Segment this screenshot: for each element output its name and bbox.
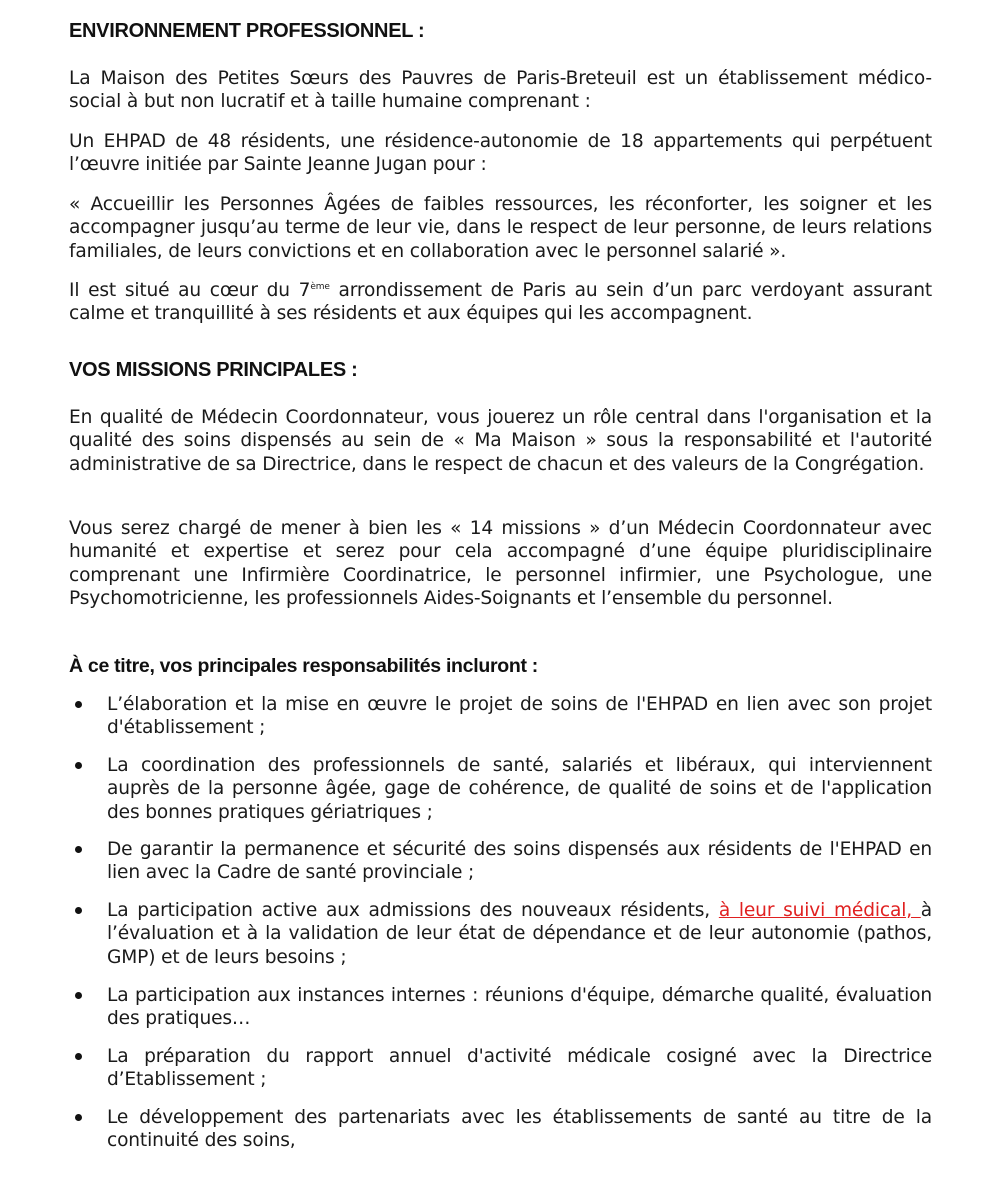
bullet-icon [75,1053,82,1060]
paragraph-team: Vous serez chargé de mener à bien les « 14 missions » d’un Médecin Coordonnateur avec humanité et expertise et serez pour cela accompagné d’une équipe pluridisciplinaire comprenant une Infirmière Coordinatrice, le personnel infirmier, une Psychologue, une Psychomotricienne, les professionnels Aides-Soignants et l’ensemble du personnel. [69,518,932,609]
list-item-text [107,899,932,969]
responsibilities-subheading: À ce titre, vos principales responsabilités incluront : [69,655,538,677]
ordinal-superscript: ème [310,282,330,292]
bullet-icon [75,907,82,914]
paragraph-role: En qualité de Médecin Coordonnateur, vous jouerez un rôle central dans l'organisation et la qualité des soins dispensés au sein de « Ma Maison » sous la responsabilité et l'autorité administrative de sa Directrice, dans le respect de chacun et des valeurs de la Congrégation. [69,407,932,475]
section-heading-environnement: ENVIRONNEMENT PROFESSIONNEL : [69,20,425,42]
paragraph-intro: La Maison des Petites Sœurs des Pauvres de Paris-Breteuil est un établissement médico-social à but non lucratif et à taille humaine comprenant : [69,68,932,113]
admission-text-start: La participation active aux admissions des nouveaux résidents, [107,900,719,921]
location-text-start: Il est situé au cœur du 7 [69,280,311,301]
list-item-text: L’élaboration et la mise en œuvre le projet de soins de l'EHPAD en lien avec son projet d'établissement ; [107,694,932,739]
admission-text-end: à l’évaluation et à la validation de leur état de dépendance et de leur autonomie (pathos, GMP) et de leurs besoins ; [107,900,933,968]
bullet-icon [75,846,82,853]
bullet-icon [75,762,82,769]
paragraph-location [69,279,932,326]
list-item-text: De garantir la permanence et sécurité des soins dispensés aux résidents de l'EHPAD en lien avec la Cadre de santé provinciale ; [107,839,932,884]
list-item-text: La coordination des professionnels de santé, salariés et libéraux, qui interviennent auprès de la personne âgée, gage de cohérence, de qualité de soins et de l'application des bonnes pratiques gériatriques ; [107,755,932,823]
section-heading-missions: VOS MISSIONS PRINCIPALES : [69,359,358,381]
list-item-text: Le développement des partenariats avec les établissements de santé au titre de la continuité des soins, [107,1107,932,1152]
bullet-icon [75,992,82,999]
medical-follow-up-link[interactable]: à leur suivi médical, [718,900,921,921]
location-text-end: arrondissement de Paris au sein d’un parc verdoyant assurant calme et tranquillité à ses résidents et aux équipes qui les accompagnent. [69,280,932,325]
paragraph-mission-quote: « Accueillir les Personnes Âgées de faibles ressources, les réconforter, les soigner et les accompagner jusqu’au terme de leur vie, dans le respect de leur personne, de leurs relations familiales, de leurs convictions et en collaboration avec le personnel salarié ». [69,194,932,262]
bullet-icon [75,701,82,708]
paragraph-ehpad: Un EHPAD de 48 résidents, une résidence-autonomie de 18 appartements qui perpétuent l’œuvre initiée par Sainte Jeanne Jugan pour : [69,131,932,176]
bullet-icon [75,1114,82,1121]
list-item-text: La participation aux instances internes : réunions d'équipe, démarche qualité, évaluation des pratiques… [107,985,932,1030]
list-item-text: La préparation du rapport annuel d'activité médicale cosigné avec la Directrice d’Etablissement ; [107,1046,932,1091]
